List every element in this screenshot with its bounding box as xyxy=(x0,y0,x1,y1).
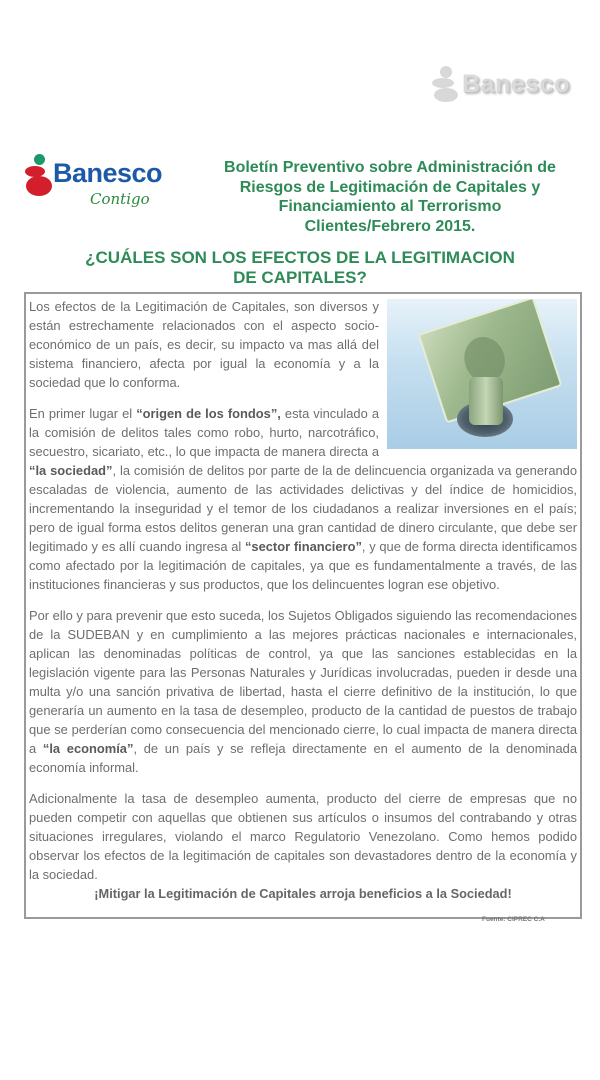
paragraph-2-text: esta vinculado a la comisión de delitos tales como robo, hurto, narcotráfico, secuestro, sicariato, etc., lo que impacta de manera directa a xyxy=(29,406,379,459)
paragraph-1: Los efectos de la Legitimación de Capitales, son diversos y están estrechamente relacionados con el aspecto socio-económico de un país, es decir, su impacto va mas allá del sistema financiero, afecta por igual la economía y a la sociedad que lo conforma. xyxy=(29,299,379,390)
banesco-contigo-logo xyxy=(22,152,182,222)
banesco-watermark-icon xyxy=(428,64,462,104)
paragraph-4: Adicionalmente la tasa de desempleo aumenta, producto del cierre de empresas que no pueden competir con aquellas que obtienen sus artículos o insumos del contrabando y otras situaciones irregulares, violando el marco Regulatorio Venezolano. Como hemos podido observar los efectos de la legitimación de capitales son devastadores dentro de la economía y la sociedad. xyxy=(29,791,577,882)
title-line: Clientes/Febrero 2015. xyxy=(304,217,476,235)
sector-financiero-emphasis: “sector financiero” xyxy=(244,539,362,554)
title-line: Riesgos de Legitimación de Capitales y xyxy=(239,178,541,196)
la-sociedad-emphasis: “la sociedad” xyxy=(29,463,113,478)
source-credit: Fuente: CIPREC C.A xyxy=(482,916,545,923)
la-economia-emphasis: “la economía” xyxy=(42,741,134,756)
origen-de-los-fondos-emphasis: “origen de los fondos”, xyxy=(136,406,281,421)
heading-line: ¿CUÁLES SON LOS EFECTOS DE LA LEGITIMACION xyxy=(85,248,515,267)
title-line: Boletín Preventivo sobre Administración de xyxy=(224,159,556,176)
rolled-bill-graphic xyxy=(469,377,503,425)
paragraph-3-text: Por ello y para prevenir que esto suceda, los Sujetos Obligados siguiendo las recomendaciones de la SUDEBAN y en cumplimiento a las mejores prácticas nacionales e internacionales, aplican las denominadas políticas de control, ya que las sanciones establecidas en la legislación vigente para las Personas Naturales y Jurídicas involucradas, pueden ir desde una multa y/o una sanción privativa de libertad, hasta el cierre definitivo de la institución, lo que generaría un aumento en la tasa de desempleo, producto de la cantidad de puestos de trabajo que se perderían como consecuencia del mencionado cierre, lo cual impacta de manera directa a xyxy=(29,608,577,756)
bulletin-title xyxy=(190,158,590,236)
title-line: Financiamiento al Terrorismo xyxy=(278,198,502,215)
watermark-logo-text: Banesco xyxy=(462,69,570,98)
paragraph-3-text: , de un país y se refleja directamente en el aumento de la denominada economía informal. xyxy=(29,741,577,775)
paragraph-3 xyxy=(29,606,577,777)
paragraph-2-text: , la comisión de delitos por parte de la de delincuencia organizada va generando escaladas de violencia, aumento de las actividades delictivas y del índice de homicidios, incrementando la inseguridad y el temor de los ciudadanos a realizar inversiones en el país; pero de igual forma estos delitos generan una gran cantidad de dinero circulante, que debe ser legitimado y es allí cuando ingresa al xyxy=(29,463,577,554)
paragraph-2-text: , y que de forma directa identificamos como afectado por la legitimación de capitales, ya que es fundamentalmente a través, de las instituciones financieras y sus productos, que los delincuentes logran ese objetivo. xyxy=(29,539,578,592)
content-box xyxy=(24,292,582,919)
banesco-watermark-logo xyxy=(428,64,570,104)
heading-line: DE CAPITALES? xyxy=(233,268,367,287)
brand-name: Banesco xyxy=(53,158,163,188)
paragraph-2-text: En primer lugar el xyxy=(29,406,137,421)
closing-statement: ¡Mitigar la Legitimación de Capitales arroja beneficios a la Sociedad! xyxy=(94,886,512,901)
money-drain-image xyxy=(387,299,577,449)
brand-tagline: Contigo xyxy=(90,190,150,208)
section-heading xyxy=(40,248,560,288)
